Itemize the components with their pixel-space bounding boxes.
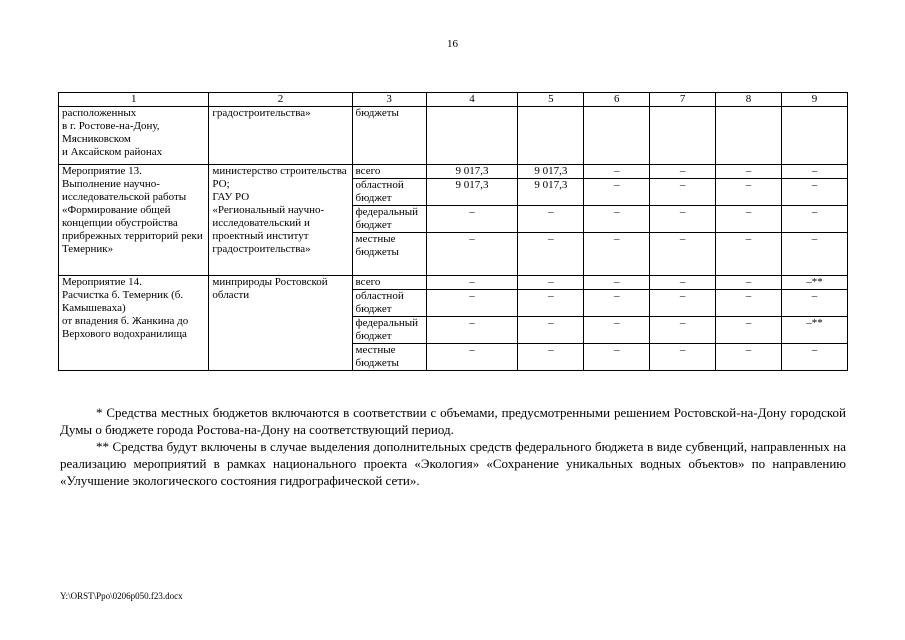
value-cell: – xyxy=(518,276,584,290)
value-cell: – xyxy=(650,206,716,233)
value-cell: 9 017,3 xyxy=(518,179,584,206)
value-cell: – xyxy=(716,317,782,344)
value-cell: –** xyxy=(782,276,848,290)
value-cell: – xyxy=(716,165,782,179)
value-cell: – xyxy=(518,344,584,371)
column-header: 2 xyxy=(209,93,352,107)
column-header: 4 xyxy=(426,93,518,107)
source-cell: бюджеты xyxy=(352,107,426,165)
value-cell: – xyxy=(584,165,650,179)
value-cell: – xyxy=(716,179,782,206)
column-header: 1 xyxy=(59,93,209,107)
value-cell: – xyxy=(782,344,848,371)
column-header: 7 xyxy=(650,93,716,107)
value-cell: – xyxy=(716,206,782,233)
value-cell: – xyxy=(426,276,518,290)
source-cell: всего xyxy=(352,165,426,179)
table-row-continuation xyxy=(59,107,848,165)
column-header: 5 xyxy=(518,93,584,107)
column-header: 6 xyxy=(584,93,650,107)
value-cell: – xyxy=(716,276,782,290)
measure-name-cell: Мероприятие 14. Расчистка б. Темерник (б. Камышеваха) от впадения б. Жанкина до Верхового водохранилища xyxy=(59,276,209,371)
value-cell: – xyxy=(426,317,518,344)
source-cell: федеральный бюджет xyxy=(352,317,426,344)
executor-cell: минприроды Ростовской области xyxy=(209,276,352,371)
page-number: 16 xyxy=(447,38,458,50)
value-cell: – xyxy=(584,290,650,317)
value-cell: – xyxy=(584,317,650,344)
value-cell: – xyxy=(518,317,584,344)
value-cell: – xyxy=(716,290,782,317)
value-cell: – xyxy=(426,206,518,233)
value-cell: – xyxy=(782,233,848,276)
column-header: 3 xyxy=(352,93,426,107)
column-header: 8 xyxy=(716,93,782,107)
value-cell: – xyxy=(650,179,716,206)
value-cell: 9 017,3 xyxy=(518,165,584,179)
value-cell: – xyxy=(426,233,518,276)
value-cell: – xyxy=(650,317,716,344)
source-cell: всего xyxy=(352,276,426,290)
value-cell: – xyxy=(782,165,848,179)
source-cell: областной бюджет xyxy=(352,179,426,206)
executor-cell: градостроительства» xyxy=(209,107,352,165)
value-cell: – xyxy=(426,290,518,317)
value-cell: – xyxy=(716,344,782,371)
measure-name-cell: расположенных в г. Ростове-на-Дону, Мясниковском и Аксайском районах xyxy=(59,107,209,165)
value-cell: – xyxy=(782,290,848,317)
value-cell: – xyxy=(584,276,650,290)
value-cell: –** xyxy=(782,317,848,344)
value-cell: – xyxy=(650,165,716,179)
table-row xyxy=(59,165,848,179)
column-header: 9 xyxy=(782,93,848,107)
value-cell: – xyxy=(650,290,716,317)
budget-table xyxy=(58,92,848,371)
value-cell: – xyxy=(650,276,716,290)
footnotes xyxy=(60,404,846,489)
table-row xyxy=(59,276,848,290)
value-cell: – xyxy=(584,206,650,233)
source-cell: областной бюджет xyxy=(352,290,426,317)
executor-cell: министерство строительства РО; ГАУ РО «Региональный научно-исследовательский и проектный институт градостроительства» xyxy=(209,165,352,276)
measure-name-cell: Мероприятие 13. Выполнение научно-исследовательской работы «Формирование общей концепции обустройства прибрежных территорий реки Темерник» xyxy=(59,165,209,276)
footnote-local-budgets: * Средства местных бюджетов включаются в соответствии с объемами, предусмотренными решением Ростовской-на-Дону городской Думы о бюджете города Ростова-на-Дону на соответствующий период. xyxy=(60,405,846,437)
document-file-path: Y:\ORST\Ppo\0206p050.f23.docx xyxy=(60,591,183,601)
value-cell: – xyxy=(716,233,782,276)
value-cell: 9 017,3 xyxy=(426,179,518,206)
value-cell: – xyxy=(650,344,716,371)
value-cell: – xyxy=(584,233,650,276)
value-cell: – xyxy=(782,179,848,206)
source-cell: местные бюджеты xyxy=(352,233,426,276)
source-cell: местные бюджеты xyxy=(352,344,426,371)
value-cell: – xyxy=(518,290,584,317)
value-cell: 9 017,3 xyxy=(426,165,518,179)
table-header-row xyxy=(59,93,848,107)
value-cell: – xyxy=(584,179,650,206)
value-cell: – xyxy=(518,233,584,276)
value-cell: – xyxy=(650,233,716,276)
source-cell: федеральный бюджет xyxy=(352,206,426,233)
value-cell: – xyxy=(518,206,584,233)
value-cell: – xyxy=(426,344,518,371)
value-cell: – xyxy=(584,344,650,371)
value-cell: – xyxy=(782,206,848,233)
footnote-federal-budget: ** Средства будут включены в случае выделения дополнительных средств федерального бюджета в виде субвенций, направленных на реализацию мероприятий в рамках национального проекта «Экология» «Сохранение уникальных водных объектов» по направлению «Улучшение экологического состояния гидрографической сети». xyxy=(60,439,846,488)
